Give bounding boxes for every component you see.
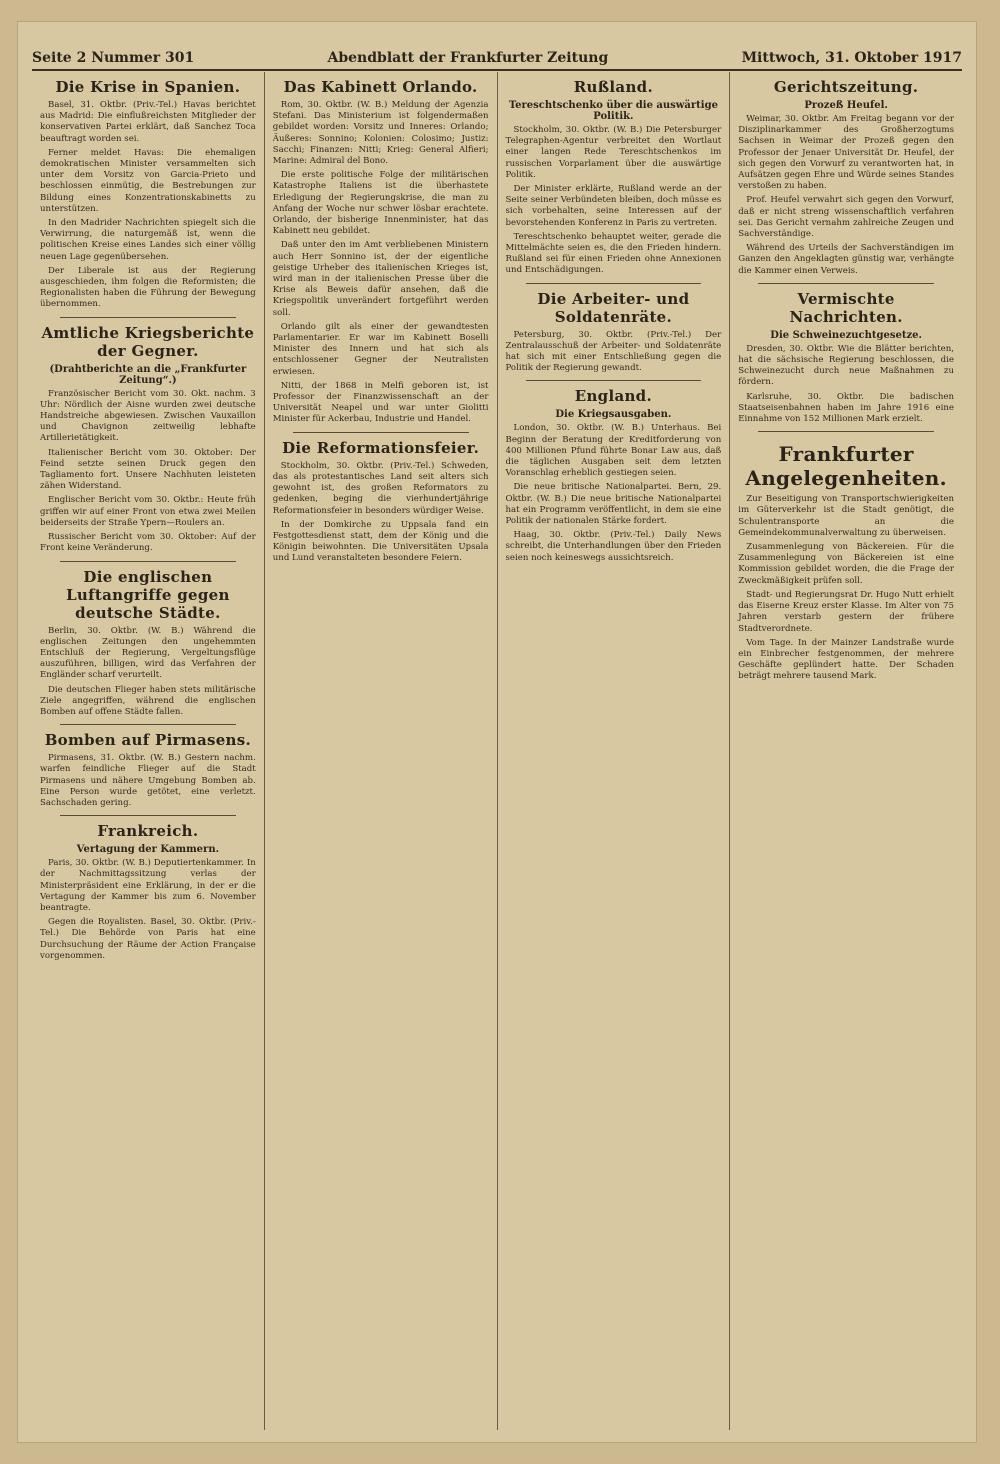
- article-subheadline: Die Kriegsausgaben.: [555, 409, 672, 421]
- article-paragraph: Der Liberale ist aus der Regierung ausgeschieden, ihm folgen die Reformisten; die Regionalisten haben die Führung der Bewegung übernommen.: [40, 265, 256, 310]
- article-paragraph: Petersburg, 30. Oktbr. (Priv.-Tel.) Der Zentralausschuß der Arbeiter- und Soldatenräte hat sich mit einer Entschließung gegen die Politik der Regierung gewandt.: [505, 329, 722, 374]
- article-paragraph: Pirmasens, 31. Oktbr. (W. B.) Gestern nachm. warfen feindliche Flieger auf die Stadt Pirmasens und nähere Umgebung Bomben ab. Eine Person wurde getötet, eine verletzt. Sachschaden gering.: [40, 753, 256, 808]
- article-paragraph: Paris, 30. Oktbr. (W. B.) Deputiertenkammer. In der Nachmittagssitzung verlas der Ministerpräsident eine Erklärung, in der er die Vertagung der Kammer bis zum 6. November beantragte.: [40, 858, 256, 913]
- article-paragraph: Ferner meldet Havas: Die ehemaligen demokratischen Minister versammelten sich unter dem Vorsitz von Garcia-Prieto und beschlossen einmütig, die Bestrebungen zur Bildung eines Konzentrationskabinetts zu unterstützen.: [40, 147, 256, 214]
- article-subheadline: Prozeß Heufel.: [804, 100, 888, 111]
- article-headline: England.: [574, 387, 652, 406]
- article-paragraph: Stockholm, 30. Oktbr. (W. B.) Die Petersburger Telegraphen-Agentur verbreitet den Wortlaut einer langen Rede Tereschtschenkos im russischen Vorparlament über die auswärtige Politik.: [505, 125, 722, 180]
- column-3: [498, 72, 731, 1430]
- page-number-label: Seite 2 Nummer 301: [32, 50, 195, 66]
- article-subheadline: Vertagung der Kammern.: [76, 844, 220, 856]
- article-paragraph: Nitti, der 1868 in Melfi geboren ist, ist Professor der Finanzwissenschaft an der Universität Neapel und war unter Giolitti Minister für Ackerbau, Industrie und Handel.: [272, 380, 489, 425]
- article-paragraph: Karlsruhe, 30. Oktbr. Die badischen Staatseisenbahnen haben im Jahre 1916 eine Einnahme von 152 Millionen Mark erzielt.: [738, 391, 954, 425]
- article-paragraph: Daß unter den im Amt verbliebenen Ministern auch Herr Sonnino ist, der der eigentliche geistige Urheber des italienischen Krieges ist, wird man in der italienischen Presse über die Krise als Beweis dafür ansehen, daß die Kriegspolitik unverändert fortgeführt werden soll.: [272, 240, 489, 318]
- article-paragraph: Die neue britische Nationalpartei. Bern, 29. Oktbr. (W. B.) Die neue britische Nationalpartei hat ein Programm veröffentlicht, in dem sie eine Politik der nationalen Stärke fordert.: [505, 482, 722, 527]
- newspaper-title: Abendblatt der Frankfurter Zeitung: [327, 50, 609, 66]
- article-paragraph: Rom, 30. Oktbr. (W. B.) Meldung der Agenzia Stefani. Das Ministerium ist folgendermaßen gebildet worden: Vorsitz und Inneres: Orlando; Äußeres: Sonnino; Kolonien: Colosimo; Justiz: Sacchi; Finanzen: Nitti; Krieg: General Alfieri; Marine: Admiral del Bono.: [272, 100, 489, 167]
- article-paragraph: London, 30. Oktbr. (W. B.) Unterhaus. Bei Beginn der Beratung der Kreditforderung von 400 Millionen Pfund führte Bonar Law aus, daß die täglichen Ausgaben seit dem letzten Voranschlag erheblich gestiegen seien.: [505, 423, 722, 479]
- article-headline: Amtliche Kriegsberichte der Gegner.: [41, 323, 255, 360]
- masthead: [32, 40, 962, 71]
- article-paragraph: Französischer Bericht vom 30. Okt. nachm. 3 Uhr: Nördlich der Aisne wurden zwei deutsche Handstreiche abgewiesen. Zwischen Vauxaillon und Chavignon zeitweilig lebhafte Artillerietätigkeit.: [40, 388, 256, 444]
- article-paragraph: Russischer Bericht vom 30. Oktober: Auf der Front keine Veränderung.: [40, 532, 256, 554]
- article-paragraph: In der Domkirche zu Uppsala fand ein Festgottesdienst statt, dem der König und die Königin beiwohnten. Die Universitäten Upsala und Lund veranstalteten besondere Feiern.: [272, 519, 489, 564]
- article-headline: Die Krise in Spanien.: [55, 78, 241, 96]
- article-headline: Die Arbeiter- und Soldatenräte.: [537, 289, 690, 326]
- article-paragraph: Weimar, 30. Oktbr. Am Freitag begann vor der Disziplinarkammer des Großherzogtums Sachsen in Weimar der Prozeß gegen den Professor der Jenaer Universität Dr. Heufel, der sich gegen den Vorwurf zu verantworten hat, in Aufsätzen gegen Ehre und Würde seines Standes verstoßen zu haben.: [738, 114, 954, 192]
- article-divider: [60, 724, 236, 725]
- article-subheadline: Tereschtschenko über die auswärtige Politik.: [508, 100, 718, 122]
- issue-date: Mittwoch, 31. Oktober 1917: [741, 50, 962, 66]
- article-paragraph: Orlando gilt als einer der gewandtesten Parlamentarier. Er war im Kabinett Boselli Minister des Innern und hat sich als entschlossener Gegner der Neutralisten erwiesen.: [272, 321, 489, 377]
- article-headline: Rußland.: [573, 78, 653, 96]
- article-paragraph: Die erste politische Folge der militärischen Katastrophe Italiens ist die überhastete Erledigung der Regierungskrise, die man zu Anfang der Woche nur schwer lösbar erachtete. Orlando, der bisherige Innenminister, hat das Kabinett neu gebildet.: [272, 170, 489, 237]
- article-paragraph: Berlin, 30. Oktbr. (W. B.) Während die englischen Zeitungen den ungehemmten Entschluß der Regierung, Vergeltungsflüge auszuführen, billigen, wird das Verfahren der Engländer scharf verurteilt.: [40, 625, 256, 681]
- article-paragraph: Prof. Heufel verwahrt sich gegen den Vorwurf, daß er nicht streng wissenschaftlich verfahren sei. Das Gericht vernahm zahlreiche Zeugen und Sachverständige.: [738, 195, 954, 240]
- article-headline: Die Reformationsfeier.: [282, 438, 480, 457]
- article-paragraph: Gegen die Royalisten. Basel, 30. Oktbr. (Priv.-Tel.) Die Behörde von Paris hat eine Durchsuchung der Räume der Action Française vorgenommen.: [40, 917, 256, 961]
- article-headline: Gerichtszeitung.: [773, 78, 919, 96]
- article-headline: Das Kabinett Orlando.: [283, 78, 478, 96]
- article-paragraph: Zusammenlegung von Bäckereien. Für die Zusammenlegung von Bäckereien ist eine Kommission gebildet worden, die die Frage der Zweckmäßigkeit prüfen soll.: [738, 542, 954, 586]
- article-divider: [60, 815, 236, 816]
- article-paragraph: Tereschtschenko behauptet weiter, gerade die Mittelmächte seien es, die den Frieden hindern. Rußland sei für einen Frieden ohne Annexionen und Entschädigungen.: [505, 231, 722, 276]
- article-headline: Frankreich.: [97, 822, 199, 841]
- article-paragraph: In den Madrider Nachrichten spiegelt sich die Verwirrung, die naturgemäß ist, wenn die politischen Kreise eines Landes sich einer völlig neuen Lage gegenübersehen.: [40, 218, 256, 262]
- article-paragraph: Vom Tage. In der Mainzer Landstraße wurde ein Einbrecher festgenommen, der mehrere Geschäfte geplündert hatte. Der Schaden beträgt mehrere tausend Mark.: [738, 637, 954, 682]
- article-divider: [60, 561, 236, 562]
- column-1: [32, 72, 265, 1430]
- article-divider: [758, 431, 934, 432]
- article-paragraph: Stadt- und Regierungsrat Dr. Hugo Nutt erhielt das Eiserne Kreuz erster Klasse. Im Alter von 75 Jahren verstarb gestern der frühere Stadtverordnete.: [738, 589, 954, 634]
- article-paragraph: Während des Urteils der Sachverständigen im Ganzen den Angeklagten günstig war, verhängte die Kammer einen Verweis.: [738, 243, 954, 276]
- article-paragraph: Stockholm, 30. Oktbr. (Priv.-Tel.) Schweden, das als protestantisches Land seit alters sich gewohnt ist, des großen Reformators zu gedenken, beging die vierhundertjährige Reformationsfeier in besonders würdiger Weise.: [272, 460, 489, 516]
- article-paragraph: Haag, 30. Oktbr. (Priv.-Tel.) Daily News schreibt, die Unterhandlungen über den Frieden seien noch keineswegs aussichtsreich.: [505, 530, 722, 563]
- article-headline: Die englischen Luftangriffe gegen deutsche Städte.: [66, 567, 230, 622]
- newspaper-page: [18, 22, 976, 1442]
- article-headline: Frankfurter Angelegenheiten.: [745, 442, 947, 491]
- article-divider: [526, 380, 702, 381]
- article-divider: [758, 283, 934, 284]
- article-paragraph: Die deutschen Flieger haben stets militärische Ziele angegriffen, während die englischen Bomben auf offene Städte fallen.: [40, 684, 256, 717]
- article-divider: [526, 283, 702, 284]
- article-paragraph: Zur Beseitigung von Transportschwierigkeiten im Güterverkehr ist die Stadt genötigt, die Schulentransporte an die Gemeindekommunalverwaltung zu überweisen.: [738, 494, 954, 538]
- article-headline: Bomben auf Pirmasens.: [44, 731, 252, 750]
- article-paragraph: Italienischer Bericht vom 30. Oktober: Der Feind setzte seinen Druck gegen den Tagliamento fort. Unsere Nachhuten leisteten zähen Widerstand.: [40, 447, 256, 492]
- column-2: [265, 72, 498, 1430]
- article-divider: [60, 317, 236, 318]
- article-divider: [293, 432, 469, 433]
- column-4: [730, 72, 962, 1430]
- article-paragraph: Der Minister erklärte, Rußland werde an der Seite seiner Verbündeten bleiben, doch müsse es sich vorbehalten, seine Interessen auf der bevorstehenden Konferenz in Paris zu vertreten.: [505, 184, 722, 228]
- article-paragraph: Englischer Bericht vom 30. Oktbr.: Heute früh griffen wir auf einer Front von etwa zwei Meilen beiderseits der Straße Ypern—Roulers an.: [40, 495, 256, 528]
- article-paragraph: Basel, 31. Oktbr. (Priv.-Tel.) Havas berichtet aus Madrid: Die einflußreichsten Mitglieder der konservativen Partei erklärt, daß Sanchez Toca beauftragt worden sei.: [40, 100, 256, 144]
- article-paragraph: Dresden, 30. Oktbr. Wie die Blätter berichten, hat die sächsische Regierung beschlossen, die Schweinezucht durch neue Maßnahmen zu fördern.: [738, 343, 954, 388]
- article-subheadline: Die Schweinezuchtgesetze.: [770, 329, 922, 341]
- columns-container: [32, 72, 962, 1430]
- article-subheadline: (Drahtberichte an die „Frankfurter Zeitung“.): [49, 363, 247, 386]
- article-headline: Vermischte Nachrichten.: [789, 289, 903, 326]
